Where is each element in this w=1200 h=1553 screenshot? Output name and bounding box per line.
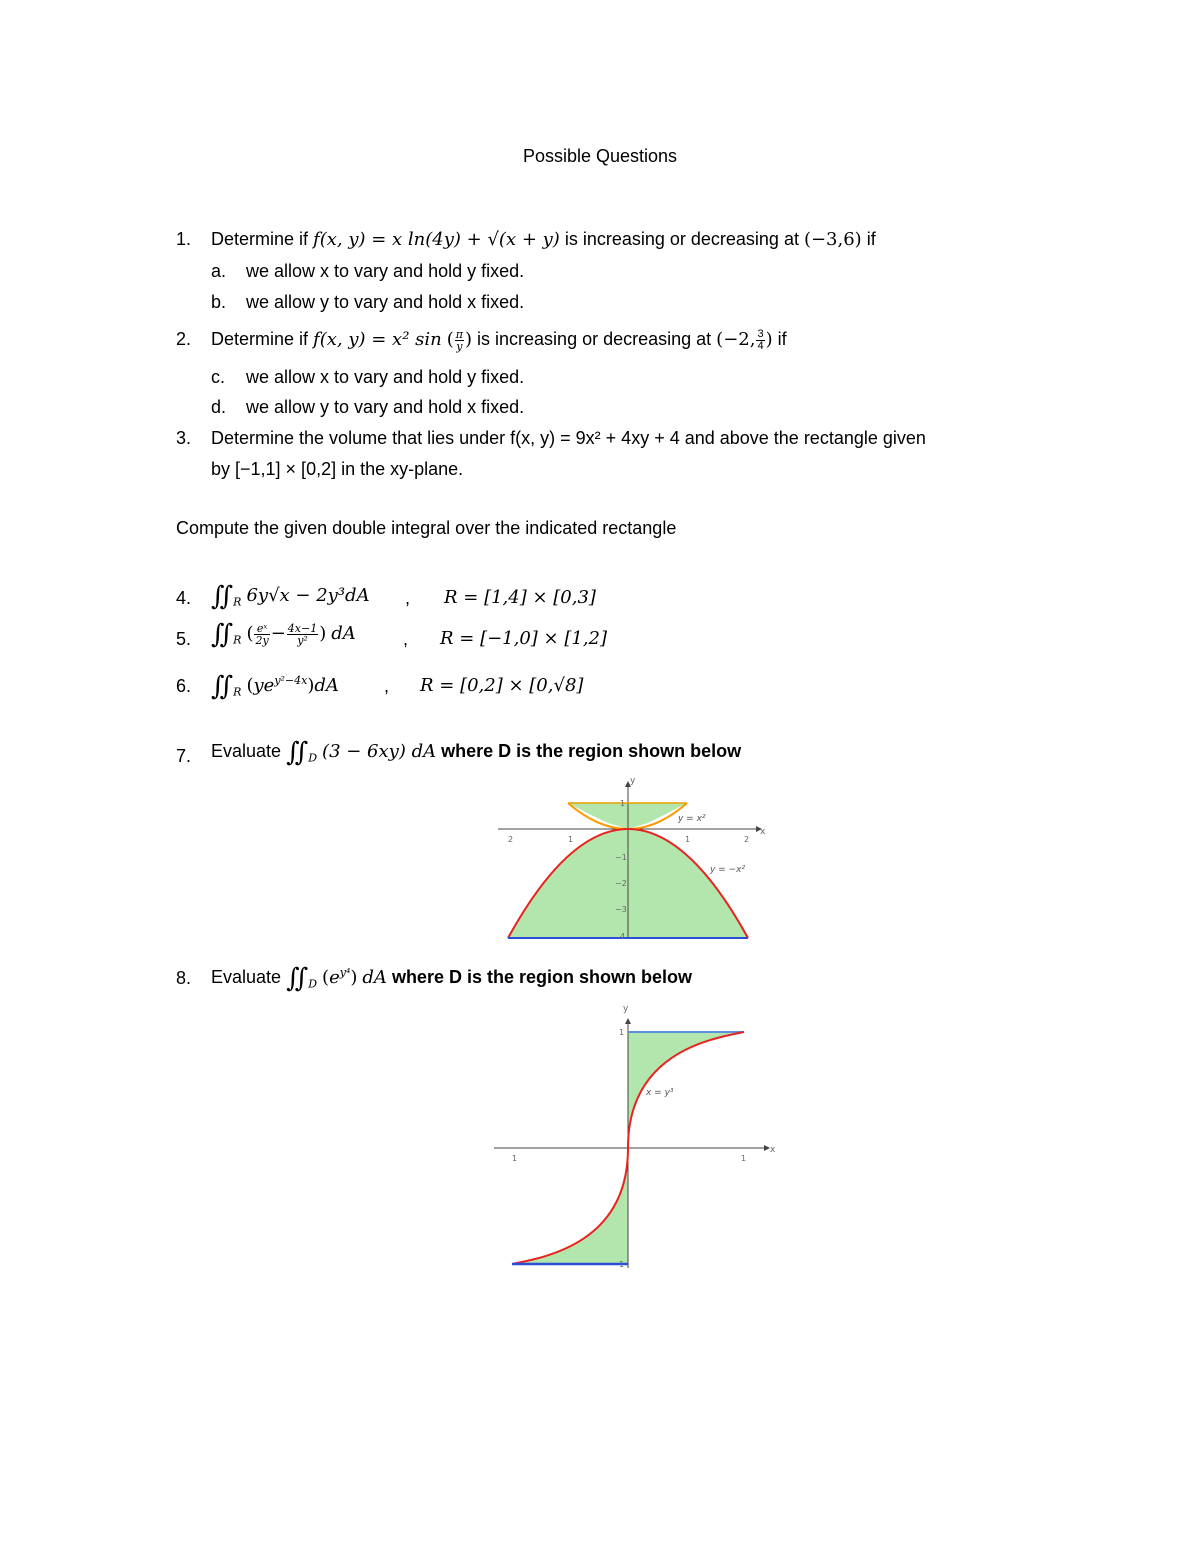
question-6-number: 6. [176,676,192,696]
question-2d-label: d. [211,397,227,417]
y-tick-label: −1 [615,853,627,862]
question-1a-label: a. [211,261,227,281]
y-tick-label: −2 [615,879,627,888]
question-2d-text: we allow y to vary and hold x fixed. [246,397,525,417]
x-tick-label: 2 [508,835,514,844]
question-8-text: Evaluate $∬_D$ $(e^{y^4})$ dA where D is the region shown below [211,963,692,994]
question-5-number: 5. [176,629,192,649]
question-1-number: 1. [176,229,192,249]
question-3-line2: by [−1,1] × [0,2] in the xy-plane. [211,459,464,479]
y-tick-label: 1 [619,1260,625,1269]
x-tick-label: 1 [685,835,691,844]
y-tick-label: 4 [620,932,626,941]
question-1b-text: we allow y to vary and hold x fixed. [246,292,525,312]
question-4-separator: , [405,588,411,608]
question-1-text: Determine if f(x, y) = x ln(4y) + √(x + y) is increasing or decreasing at (−3,6) if [211,229,876,250]
question-1b-label: b. [211,292,227,312]
x-tick-label: 2 [744,835,750,844]
question-5-separator: , [403,629,409,649]
question-6-separator: , [384,676,390,696]
question-3-number: 3. [176,428,192,448]
page-title: Possible Questions [522,146,678,166]
question-6-region: R = [0,2] × [0,√8] [420,675,584,696]
y-axis-label: y [630,776,636,786]
question-1a-text: we allow x to vary and hold y fixed. [246,261,525,281]
question-5-region: R = [−1,0] × [1,2] [440,628,608,649]
y-axis-arrow [625,1018,631,1024]
x-tick-label: 1 [741,1154,747,1163]
question-6-integral: $∬_R$ $(ye^{y^2-4x})dA$ [211,671,339,702]
region-plot-q7 [498,772,778,944]
question-5-integral: $∬_R$ ( $\frac{\text{eˣ}}{2y}$ − $\frac{4x-1}{\text{y²}}$ ) dA [211,619,356,650]
x-axis-label: x [770,1145,776,1155]
y-axis-label: y [623,1004,629,1014]
question-2-number: 2. [176,329,192,349]
y-tick-label: −3 [615,905,627,914]
y-tick-label: 1 [620,799,626,808]
question-1-function: f(x, y) = x ln(4y) + √(x + y) [313,229,560,250]
question-2c-label: c. [211,367,226,387]
question-7-text: Evaluate $∬_D$ (3 − 6xy) dA where D is the region shown below [211,737,742,768]
y-tick-label: 1 [619,1028,625,1037]
question-2-text: Determine if f(x, y) = x² sin ( $\frac{\pi}{y}$ ) is increasing or decreasing at (−2, $\frac{3}{4}$ ) if [211,327,787,353]
region-plot-q8 [488,994,780,1274]
instruction-text: Compute the given double integral over the indicated rectangle [176,518,677,538]
question-8-number: 8. [176,968,192,988]
question-4-region: R = [1,4] × [0,3] [444,587,596,608]
x-tick-label: 1 [512,1154,518,1163]
curve-label-lower: y = −x² [710,865,746,875]
question-7-number: 7. [176,746,192,766]
question-3-line1: Determine the volume that lies under f(x, y) = 9x² + 4xy + 4 and above the rectangle given [211,428,926,448]
question-2c-text: we allow x to vary and hold y fixed. [246,367,525,387]
x-axis-label: x [760,827,766,837]
question-4-integral: $∬_R$ 6y√x − 2y³dA [211,581,370,612]
curve-label: x = y³ [646,1088,674,1098]
curve-label-upper: y = x² [678,814,706,824]
question-4-number: 4. [176,588,192,608]
x-tick-label: 1 [568,835,574,844]
